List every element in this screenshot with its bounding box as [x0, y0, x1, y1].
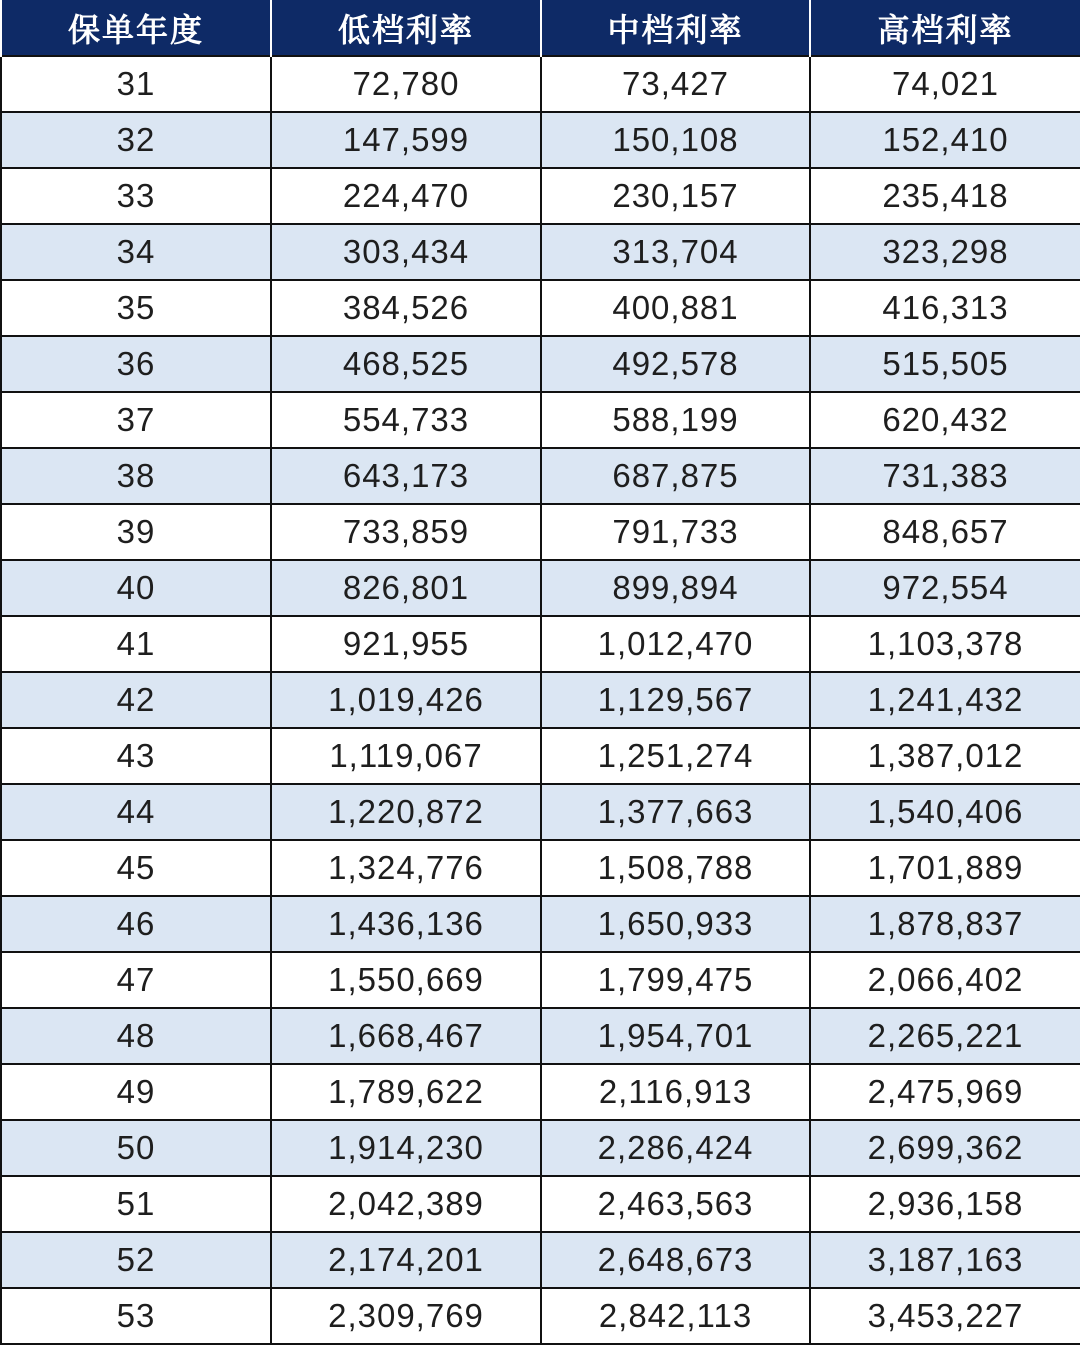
- table-row: [1, 448, 1080, 504]
- cell-policy-year: 49: [1, 1064, 271, 1120]
- cell-low-rate: 1,220,872: [271, 784, 541, 840]
- cell-policy-year: 42: [1, 672, 271, 728]
- cell-high-rate: 2,699,362: [810, 1120, 1080, 1176]
- cell-mid-rate: 1,377,663: [541, 784, 810, 840]
- cell-high-rate: 1,701,889: [810, 840, 1080, 896]
- cell-low-rate: 468,525: [271, 336, 541, 392]
- header-mid-rate: 中档利率: [541, 0, 810, 56]
- cell-low-rate: 1,119,067: [271, 728, 541, 784]
- cell-mid-rate: 1,012,470: [541, 616, 810, 672]
- cell-high-rate: 1,878,837: [810, 896, 1080, 952]
- cell-low-rate: 733,859: [271, 504, 541, 560]
- cell-high-rate: 3,187,163: [810, 1232, 1080, 1288]
- cell-high-rate: 416,313: [810, 280, 1080, 336]
- table-row: [1, 112, 1080, 168]
- cell-policy-year: 45: [1, 840, 271, 896]
- table-row: [1, 728, 1080, 784]
- cell-policy-year: 38: [1, 448, 271, 504]
- cell-mid-rate: 899,894: [541, 560, 810, 616]
- cell-policy-year: 41: [1, 616, 271, 672]
- cell-high-rate: 1,241,432: [810, 672, 1080, 728]
- cell-policy-year: 52: [1, 1232, 271, 1288]
- cell-low-rate: 1,436,136: [271, 896, 541, 952]
- table-row: [1, 840, 1080, 896]
- table-row: [1, 224, 1080, 280]
- cell-mid-rate: 791,733: [541, 504, 810, 560]
- cell-mid-rate: 588,199: [541, 392, 810, 448]
- cell-mid-rate: 230,157: [541, 168, 810, 224]
- table-row: [1, 336, 1080, 392]
- cell-low-rate: 1,914,230: [271, 1120, 541, 1176]
- table-row: [1, 1008, 1080, 1064]
- cell-low-rate: 921,955: [271, 616, 541, 672]
- cell-policy-year: 44: [1, 784, 271, 840]
- cell-policy-year: 40: [1, 560, 271, 616]
- cell-mid-rate: 73,427: [541, 56, 810, 112]
- table-row: [1, 1120, 1080, 1176]
- cell-policy-year: 48: [1, 1008, 271, 1064]
- cell-low-rate: 1,668,467: [271, 1008, 541, 1064]
- cell-mid-rate: 687,875: [541, 448, 810, 504]
- cell-mid-rate: 1,129,567: [541, 672, 810, 728]
- cell-low-rate: 224,470: [271, 168, 541, 224]
- cell-high-rate: 152,410: [810, 112, 1080, 168]
- cell-mid-rate: 1,799,475: [541, 952, 810, 1008]
- cell-high-rate: 1,387,012: [810, 728, 1080, 784]
- cell-high-rate: 848,657: [810, 504, 1080, 560]
- cell-low-rate: 1,789,622: [271, 1064, 541, 1120]
- cell-low-rate: 384,526: [271, 280, 541, 336]
- table-row: [1, 896, 1080, 952]
- table-row: [1, 392, 1080, 448]
- cell-low-rate: 2,174,201: [271, 1232, 541, 1288]
- cell-policy-year: 39: [1, 504, 271, 560]
- table-row: [1, 1064, 1080, 1120]
- cell-high-rate: 323,298: [810, 224, 1080, 280]
- table-header-row: [1, 0, 1080, 56]
- table-row: [1, 784, 1080, 840]
- cell-mid-rate: 150,108: [541, 112, 810, 168]
- cell-low-rate: 554,733: [271, 392, 541, 448]
- cell-mid-rate: 1,508,788: [541, 840, 810, 896]
- cell-policy-year: 35: [1, 280, 271, 336]
- cell-low-rate: 303,434: [271, 224, 541, 280]
- cell-low-rate: 147,599: [271, 112, 541, 168]
- cell-high-rate: 74,021: [810, 56, 1080, 112]
- cell-high-rate: 2,265,221: [810, 1008, 1080, 1064]
- cell-low-rate: 1,550,669: [271, 952, 541, 1008]
- cell-high-rate: 1,540,406: [810, 784, 1080, 840]
- table-row: [1, 1176, 1080, 1232]
- cell-policy-year: 53: [1, 1288, 271, 1344]
- table-row: [1, 952, 1080, 1008]
- table-body: [1, 56, 1080, 1344]
- table-row: [1, 616, 1080, 672]
- cell-low-rate: 1,324,776: [271, 840, 541, 896]
- cell-policy-year: 46: [1, 896, 271, 952]
- cell-high-rate: 1,103,378: [810, 616, 1080, 672]
- cell-policy-year: 32: [1, 112, 271, 168]
- cell-mid-rate: 492,578: [541, 336, 810, 392]
- cell-policy-year: 37: [1, 392, 271, 448]
- cell-low-rate: 1,019,426: [271, 672, 541, 728]
- cell-policy-year: 43: [1, 728, 271, 784]
- table-row: [1, 1288, 1080, 1344]
- cell-mid-rate: 2,463,563: [541, 1176, 810, 1232]
- cell-policy-year: 33: [1, 168, 271, 224]
- cell-high-rate: 2,475,969: [810, 1064, 1080, 1120]
- table-row: [1, 672, 1080, 728]
- table-row: [1, 56, 1080, 112]
- cell-low-rate: 2,309,769: [271, 1288, 541, 1344]
- cell-mid-rate: 2,116,913: [541, 1064, 810, 1120]
- header-low-rate: 低档利率: [271, 0, 541, 56]
- cell-policy-year: 36: [1, 336, 271, 392]
- cell-mid-rate: 1,251,274: [541, 728, 810, 784]
- cell-high-rate: 235,418: [810, 168, 1080, 224]
- cell-low-rate: 2,042,389: [271, 1176, 541, 1232]
- table-row: [1, 1232, 1080, 1288]
- cell-policy-year: 34: [1, 224, 271, 280]
- cell-mid-rate: 1,954,701: [541, 1008, 810, 1064]
- cell-high-rate: 3,453,227: [810, 1288, 1080, 1344]
- table-row: [1, 504, 1080, 560]
- cell-mid-rate: 2,286,424: [541, 1120, 810, 1176]
- cell-low-rate: 643,173: [271, 448, 541, 504]
- cell-mid-rate: 2,842,113: [541, 1288, 810, 1344]
- cell-policy-year: 47: [1, 952, 271, 1008]
- cell-high-rate: 972,554: [810, 560, 1080, 616]
- header-high-rate: 高档利率: [810, 0, 1080, 56]
- table-row: [1, 560, 1080, 616]
- cell-high-rate: 2,066,402: [810, 952, 1080, 1008]
- table-row: [1, 168, 1080, 224]
- cell-high-rate: 731,383: [810, 448, 1080, 504]
- cell-low-rate: 72,780: [271, 56, 541, 112]
- cell-policy-year: 31: [1, 56, 271, 112]
- cell-mid-rate: 2,648,673: [541, 1232, 810, 1288]
- table-row: [1, 280, 1080, 336]
- cell-high-rate: 515,505: [810, 336, 1080, 392]
- cell-policy-year: 51: [1, 1176, 271, 1232]
- cell-low-rate: 826,801: [271, 560, 541, 616]
- header-policy-year: 保单年度: [1, 0, 271, 56]
- cell-mid-rate: 313,704: [541, 224, 810, 280]
- cell-high-rate: 620,432: [810, 392, 1080, 448]
- cell-mid-rate: 400,881: [541, 280, 810, 336]
- cell-high-rate: 2,936,158: [810, 1176, 1080, 1232]
- cell-policy-year: 50: [1, 1120, 271, 1176]
- cell-mid-rate: 1,650,933: [541, 896, 810, 952]
